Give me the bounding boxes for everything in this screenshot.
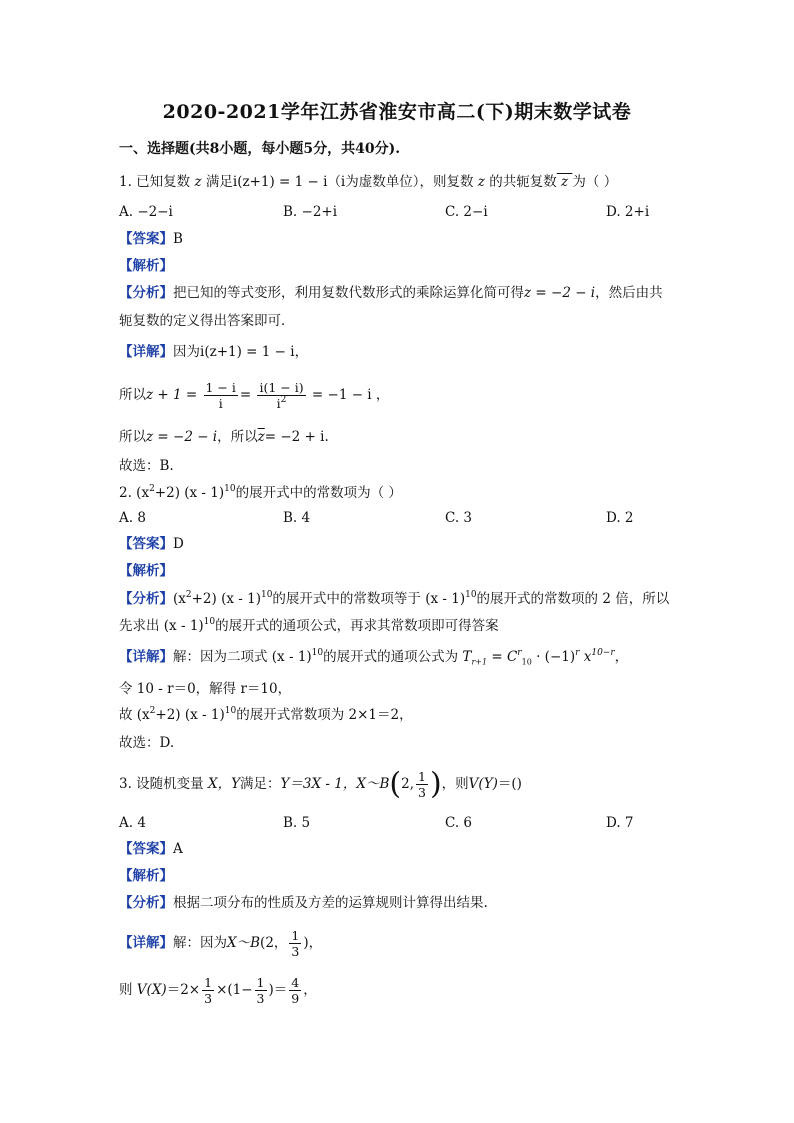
q1-answer bbox=[119, 230, 689, 248]
q2-option-c: C. 3 bbox=[445, 510, 473, 526]
q1-answer-value: B bbox=[173, 231, 183, 247]
q1-stem-text: 1. 已知复数 bbox=[119, 174, 191, 190]
q1-analysis-label bbox=[119, 257, 689, 275]
q2-step1: 令 10 - r＝0，解得 r＝10， bbox=[119, 681, 292, 697]
q1-step-text: ，所以 bbox=[217, 429, 258, 445]
q1-step-eq: = −2 + i bbox=[264, 429, 325, 445]
exponent: 2 bbox=[185, 590, 192, 600]
q1-step-eq: z + 1 = bbox=[146, 387, 198, 403]
q3-detail bbox=[119, 926, 689, 960]
q2-analysis-label bbox=[119, 562, 689, 580]
answer-label: 【答案】 bbox=[119, 231, 173, 247]
q3-stem-text: 满足： bbox=[240, 776, 281, 792]
q3-option-c: C. 6 bbox=[445, 815, 473, 831]
exponent: 10 bbox=[203, 617, 216, 627]
fraction-bottom: 9 bbox=[291, 991, 300, 1006]
q3-fenxi bbox=[119, 894, 689, 912]
fraction-bottom: i bbox=[218, 396, 223, 411]
q3-stem-var: X，Y bbox=[207, 776, 240, 792]
q2-answer bbox=[119, 535, 689, 553]
q2-step2 bbox=[119, 706, 689, 724]
q1-detail-eq: i(z+1) = 1 − i bbox=[200, 344, 295, 360]
fraction-bottom: 3 bbox=[418, 785, 426, 800]
exponent: 2 bbox=[280, 395, 287, 405]
q1-option-c: C. 2−i bbox=[445, 204, 488, 220]
q2-detail bbox=[119, 648, 689, 666]
q3-analysis-label bbox=[119, 867, 689, 885]
fraction-bottom: 3 bbox=[291, 944, 300, 959]
fenxi-label: 【分析】 bbox=[119, 895, 173, 911]
q1-detail-text: 因为 bbox=[173, 344, 200, 360]
fraction bbox=[202, 975, 214, 1006]
q1-detail bbox=[119, 343, 689, 361]
page-title: 2020-2021学年江苏省淮安市高二(下)期末数学试卷 bbox=[162, 101, 632, 123]
q1-fenxi-text: 把已知的等式变形，利用复数代数形式的乘除运算化简可得 bbox=[173, 285, 524, 301]
q2-option-a: A. 8 bbox=[119, 510, 146, 526]
q1-stem-text: 为（ ） bbox=[572, 174, 618, 190]
q1-equation: i(z+1) = 1 − i bbox=[232, 174, 328, 190]
answer-label: 【答案】 bbox=[119, 536, 173, 552]
q2-fenxi-text: +2) (x - 1) bbox=[191, 591, 261, 607]
exponent: 10−r bbox=[591, 648, 615, 658]
q1-option-a: A. −2−i bbox=[119, 204, 173, 220]
exponent: 10 bbox=[260, 590, 273, 600]
q1-step-text: 所以 bbox=[119, 429, 146, 445]
fraction-top: 1 bbox=[291, 928, 300, 943]
q2-fenxi-text: 先求出 (x - 1) bbox=[119, 618, 204, 634]
q2-fenxi bbox=[119, 590, 689, 608]
section-heading: 一、选择题(共8小题，每小题5分，共40分). bbox=[119, 141, 401, 157]
q1-detail-text: ， bbox=[294, 344, 309, 360]
q2-detail-text: ， bbox=[614, 649, 629, 665]
q3-step1 bbox=[119, 973, 689, 1007]
q2-formula: · (−1) bbox=[536, 649, 576, 665]
fraction-top: 1 − i bbox=[205, 380, 236, 395]
q3-step-eq: )＝ bbox=[268, 982, 288, 998]
q3-stem-text: ，则 bbox=[441, 776, 469, 792]
q1-fenxi-eq: z = −2 − i bbox=[524, 285, 596, 301]
exponent: 2 bbox=[149, 706, 156, 716]
q3-step-eq: ×(1− bbox=[216, 982, 253, 998]
q3-step-eq: V(X) bbox=[136, 982, 167, 998]
fraction-top: i(1 − i) bbox=[259, 380, 304, 395]
analysis-label: 【解析】 bbox=[119, 563, 173, 579]
fraction-top: 1 bbox=[204, 975, 213, 990]
fraction-top: 4 bbox=[291, 975, 300, 990]
q3-stem-var: V(Y) bbox=[468, 776, 498, 792]
q1-fenxi-line2: 轭复数的定义得出答案即可． bbox=[119, 313, 295, 329]
q2-fenxi-line2 bbox=[119, 617, 689, 635]
q2-stem-text: +2) (x - 1) bbox=[154, 485, 225, 501]
q1-fenxi bbox=[119, 284, 689, 302]
q2-answer-value: D bbox=[173, 536, 184, 552]
q1-option-b: B. −2+i bbox=[283, 204, 338, 220]
analysis-label: 【解析】 bbox=[119, 868, 173, 884]
fraction bbox=[289, 928, 301, 959]
q3-detail-text: )， bbox=[303, 935, 323, 951]
detail-label: 【详解】 bbox=[119, 649, 173, 665]
q2-detail-text: 解：因为二项式 (x - 1) bbox=[173, 649, 312, 665]
q2-formula: T bbox=[462, 649, 472, 665]
fenxi-label: 【分析】 bbox=[119, 285, 173, 301]
exponent: 10 bbox=[465, 590, 477, 600]
exponent: 10 bbox=[224, 706, 237, 716]
q3-detail-eq: X～B bbox=[227, 935, 261, 951]
q2-formula: = C bbox=[491, 649, 518, 665]
fraction-top: 1 bbox=[256, 975, 265, 990]
q1-step2: 所以z = −2 − i，所以$\overline{z}= -2 + i$. bbox=[119, 429, 329, 445]
q2-option-b: B. 4 bbox=[283, 510, 311, 526]
fenxi-label: 【分析】 bbox=[119, 591, 173, 607]
fraction bbox=[416, 769, 428, 800]
q2-stem bbox=[119, 484, 689, 502]
q2-fenxi-text: (x bbox=[173, 591, 186, 607]
q1-option-d: D. 2+i bbox=[606, 204, 650, 220]
q1-step-eq: z = −2 − i bbox=[146, 429, 218, 445]
fraction-bottom: i bbox=[276, 396, 281, 411]
fraction bbox=[255, 975, 267, 1006]
q1-choose: 故选：B. bbox=[119, 458, 174, 474]
q3-step-eq: ＝2× bbox=[166, 982, 201, 998]
fraction bbox=[289, 975, 301, 1006]
q3-stem-text: 3. 设随机变量 bbox=[119, 776, 204, 792]
q3-stem-eq: 2, bbox=[401, 776, 414, 792]
q2-choose: 故选：D. bbox=[119, 735, 175, 751]
q2-fenxi-text: 的展开式中的常数项等于 (x - 1) bbox=[272, 591, 466, 607]
q3-stem: 3. 设随机变量 X，Y满足：Y＝3X - 1，X～B(2, $\frac{1}{3}$ )，则V(Y)＝() bbox=[119, 766, 522, 802]
q2-stem-text: 2. (x bbox=[119, 485, 150, 501]
answer-label: 【答案】 bbox=[119, 841, 173, 857]
exponent: 10 bbox=[224, 484, 236, 494]
q3-answer-value: A bbox=[173, 841, 183, 857]
q3-stem-eq: Y＝3X - 1，X～B bbox=[280, 776, 390, 792]
q3-option-d: D. 7 bbox=[606, 815, 634, 831]
subscript: r+1 bbox=[471, 657, 488, 667]
detail-label: 【详解】 bbox=[119, 344, 173, 360]
exponent: 2 bbox=[149, 484, 155, 494]
q2-step-text: +2) (x - 1) bbox=[155, 707, 225, 723]
q3-option-b: B. 5 bbox=[283, 815, 311, 831]
fraction bbox=[257, 380, 305, 411]
q3-step-text: 则 bbox=[119, 982, 133, 998]
q3-fenxi-text: 根据二项分布的性质及方差的运算规则计算得出结果. bbox=[173, 895, 488, 911]
q2-detail-text: 的展开式的通项公式为 bbox=[323, 649, 459, 665]
subscript: 10 bbox=[521, 657, 532, 667]
q2-option-d: D. 2 bbox=[606, 510, 634, 526]
q2-step-text: 的展开式常数项为 2×1＝2， bbox=[236, 707, 413, 723]
q1-stem-text: 的共轭复数 bbox=[489, 174, 557, 190]
fraction bbox=[204, 380, 238, 411]
q1-step-text: . bbox=[324, 429, 329, 445]
fraction-bottom: 3 bbox=[204, 991, 213, 1006]
q1-step-text: = −1 − i ， bbox=[311, 387, 390, 403]
fraction-top: 1 bbox=[418, 769, 426, 784]
q2-stem-text: 的展开式中的常数项为（ ） bbox=[235, 485, 402, 501]
q2-fenxi-text: 的展开式的常数项的 2 倍，所以 bbox=[476, 591, 670, 607]
q2-step-text: 故 (x bbox=[119, 707, 150, 723]
q3-stem-text: ＝() bbox=[497, 776, 522, 792]
analysis-label: 【解析】 bbox=[119, 258, 173, 274]
q1-step1: 所以z + 1 = $\frac{1 - i}{i}$ = $\frac{i(1 - i)}{i^2}$ = −1 − i ， bbox=[119, 380, 390, 411]
exponent: 10 bbox=[311, 648, 324, 658]
q3-step-text: ， bbox=[303, 982, 317, 998]
q1-stem-text: 满足 bbox=[205, 174, 233, 190]
q1-fenxi-text: ，然后由共 bbox=[595, 285, 663, 301]
exponent: r bbox=[517, 648, 522, 658]
q3-detail-text: 解：因为 bbox=[173, 935, 227, 951]
q3-option-a: A. 4 bbox=[119, 815, 146, 831]
exponent: r bbox=[575, 648, 580, 658]
fraction-bottom: 3 bbox=[256, 991, 265, 1006]
q1-stem-text: （i为虚数单位），则复数 bbox=[327, 174, 474, 190]
q1-stem: 1. 已知复数 z 满足i(z+1) = 1 − i（i为虚数单位），则复数 z 的共轭复数 z 为（ ） bbox=[119, 174, 618, 190]
q3-detail-eq: (2， bbox=[260, 935, 288, 951]
q2-fenxi-text: 的展开式的通项公式，再求其常数项即可得答案 bbox=[215, 618, 499, 634]
q3-answer bbox=[119, 840, 689, 858]
detail-label: 【详解】 bbox=[119, 935, 173, 951]
q2-formula: x bbox=[583, 649, 592, 665]
q1-step-text: 所以 bbox=[119, 387, 146, 403]
